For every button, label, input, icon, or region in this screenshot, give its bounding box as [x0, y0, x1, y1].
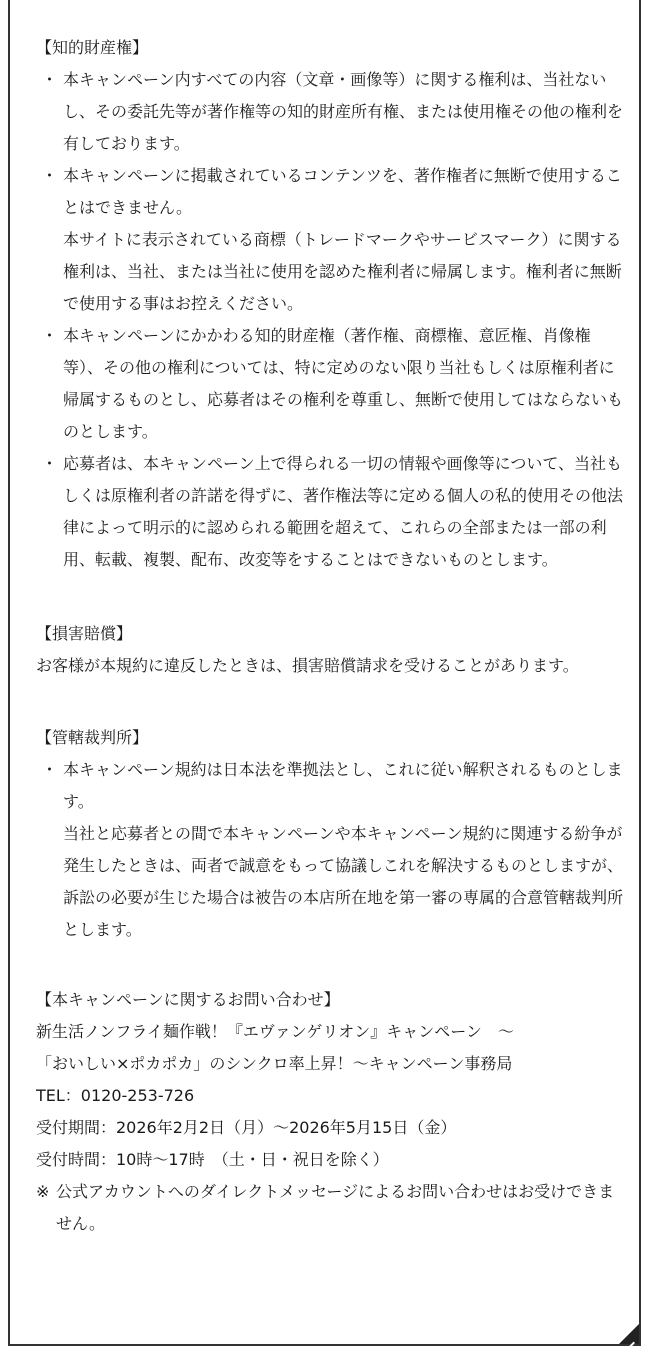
jurisdiction-dispute-text: 当社と応募者との間で本キャンペーンや本キャンペーン規約に関連する紛争が発生したときは、両者で誠意をもって協議しこれを解決するものとしますが、訴訟の必要が生じた場合は被告の本店所在地を第一審の専属的合意管轄裁判所とします。 [63, 824, 624, 939]
bullet-mark: ・ [41, 166, 58, 185]
ip-trademark-text: 本サイトに表示されている商標（トレードマークやサービスマーク）に関する権利は、当社、または当社に使用を認めた権利者に帰属します。権利者に無断で使用する事はお控えください。 [63, 230, 622, 313]
bullet-mark: ・ [41, 326, 58, 345]
contact-office-line-2: 「おいしい×ポカポカ」のシンクロ率上昇！～キャンペーン事務局 [36, 1054, 513, 1073]
bullet-mark: ・ [41, 760, 58, 779]
note-mark: ※ [36, 1182, 50, 1201]
jurisdiction-bullet [36, 754, 626, 818]
ip-bullet-3 [36, 320, 626, 448]
contact-office-line-1: 新生活ノンフライ麺作戦！『エヴァンゲリオン』キャンペーン ～ [36, 1022, 514, 1041]
ip-bullet-2 [36, 160, 626, 224]
ip-bullet-text: 本キャンペーンにかかわる知的財産権（著作権、商標権、意匠権、肖像権等）、その他の権利については、特に定めのない限り当社もしくは原権利者に帰属するものとし、応募者はその権利を尊重し、無断で使用してはならないものとします。 [63, 326, 624, 441]
corner-triangle-icon [619, 1324, 639, 1344]
section-heading-damages: 【損害賠償】 [36, 624, 133, 643]
ip-bullet-text: 応募者は、本キャンペーン上で得られる一切の情報や画像等について、当社もしくは原権利者の許諾を得ずに、著作権法等に定める個人の私的使用その他法律によって明示的に認められる範囲を超えて、これらの全部または一部の利用、転載、複製、配布、改変等をすることはできないものとします。 [63, 454, 624, 569]
bullet-mark: ・ [41, 454, 58, 473]
contact-tel: TEL：0120-253-726 [36, 1086, 195, 1105]
jurisdiction-sub-paragraph [36, 818, 626, 946]
section-heading-jurisdiction: 【管轄裁判所】 [36, 728, 149, 747]
ip-sub-paragraph [36, 224, 626, 320]
contact-note [36, 1176, 626, 1240]
bullet-mark: ・ [41, 70, 58, 89]
section-heading-ip: 【知的財産権】 [36, 38, 149, 57]
ip-bullet-1 [36, 64, 626, 160]
ip-bullet-text: 本キャンペーン内すべての内容（文章・画像等）に関する権利は、当社ないし、その委託先等が著作権等の知的財産所有権、または使用権その他の権利を有しております。 [63, 70, 624, 153]
contact-note-text: 公式アカウントへのダイレクトメッセージによるお問い合わせはお受けできません。 [56, 1182, 615, 1233]
contact-hours: 受付時間：10時～17時 （土・日・祝日を除く） [36, 1150, 389, 1169]
terms-panel [8, 0, 641, 1346]
ip-bullet-text: 本キャンペーンに掲載されているコンテンツを、著作権者に無断で使用することはできません。 [63, 166, 622, 217]
section-heading-contact: 【本キャンペーンに関するお問い合わせ】 [36, 990, 340, 1009]
damages-text: お客様が本規約に違反したときは、損害賠償請求を受けることがあります。 [36, 656, 579, 675]
ip-bullet-4 [36, 448, 626, 576]
jurisdiction-bullet-text: 本キャンペーン規約は日本法を準拠法とし、これに従い解釈されるものとします。 [63, 760, 623, 811]
terms-content [36, 32, 626, 1240]
contact-period: 受付期間：2026年2月2日（月）～2026年5月15日（金） [36, 1118, 457, 1137]
